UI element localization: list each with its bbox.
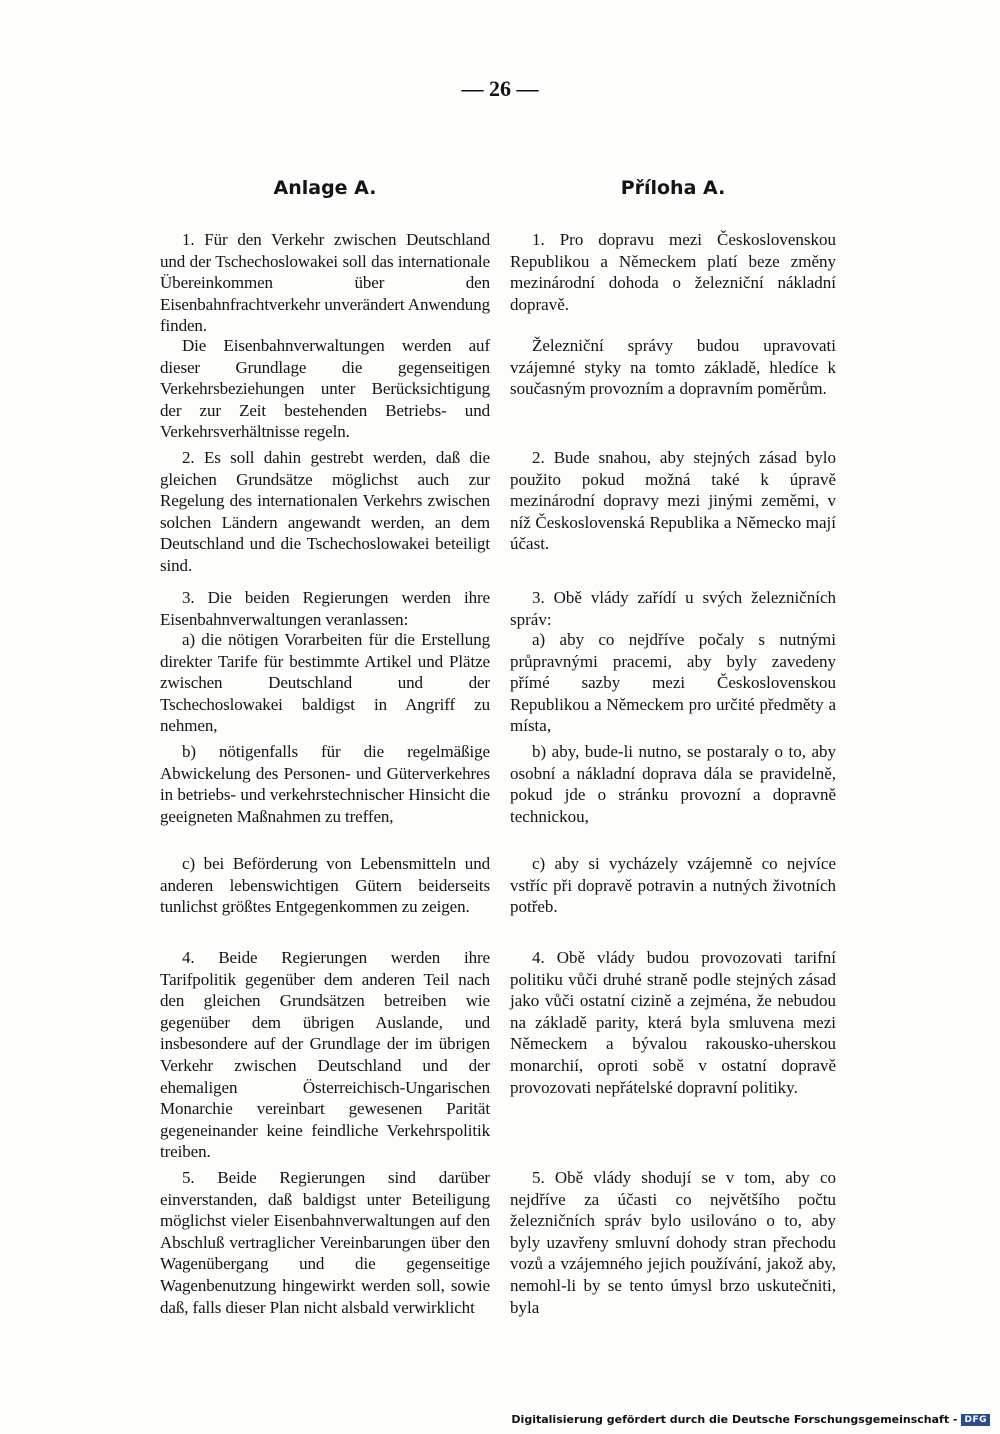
german-paragraph-5: 5. Beide Regierungen sind darüber einverstanden, daß baldigst unter Beteiligung möglichst vieler Eisenbahnverwaltungen auf den Abschluß vertraglicher Vereinbarungen über den Wagenübergang und die gegenseitige Wagenbenutzung hingewirkt werden soll, sowie daß, falls dieser Plan nicht alsbald verwirklicht [160,1168,490,1317]
czech-paragraph-5: 5. Obě vlády shodují se v tom, aby co nejdříve za účasti co největšího počtu železničních správ bylo usilováno o to, aby byly uzavřeny smluvní dohody stran přechodu vozů a vzájemného jejich používání, jakož aby, nemohl-li by se tento úmysl brzo uskutečniti, byla [510,1168,836,1317]
czech-paragraph-3c: c) aby si vycházely vzájemně co nejvíce vstříc při dopravě potravin a nutných životních potřeb. [510,854,836,917]
czech-heading: Příloha A. [620,177,726,199]
czech-paragraph-3b: b) aby, bude-li nutno, se postaraly o to, aby osobní a nákladní doprava dála se pravidelně, pokud jde o stránku provozní a dopravně technickou, [510,742,836,826]
german-paragraph-3b: b) nötigenfalls für die regelmäßige Abwickelung des Personen- und Güterverkehres in betriebs- und verkehrstechnischer Hinsicht die geeigneten Maßnahmen zu treffen, [160,742,490,826]
german-paragraph-1: 1. Für den Verkehr zwischen Deutschland und der Tschechoslowakei soll das internationale Übereinkommen über den Eisenbahnfrachtverkehr unverändert Anwendung finden. [160,230,490,336]
german-heading: Anlage A. [273,177,377,199]
dfg-logo: DFG [961,1414,990,1426]
czech-paragraph-4: 4. Obě vlády budou provozovati tarifní politiku vůči druhé straně podle stejných zásad jako vůči ostatní cizině a zejména, že nebudou na základě parity, která byla smluvena mezi Německem a bývalou rakousko-uherskou monarchií, oproti sobě v ostatní dopravě provozovati nepřátelské dopravní politiky. [510,948,836,1097]
german-paragraph-1b: Die Eisenbahnverwaltungen werden auf dieser Grundlage die gegenseitigen Verkehrsbeziehungen unter Berücksichtigung der zur Zeit bestehenden Betriebs- und Verkehrsverhältnisse regeln. [160,336,490,442]
german-column [160,177,490,1317]
czech-column [510,177,836,1317]
czech-paragraph-2: 2. Bude snahou, aby stejných zásad bylo použito pokud možná také k úpravě mezinárodní dopravy mezi jinými zeměmi, v níž Československá Republika a Německo mají účast. [510,448,836,554]
czech-paragraph-1b: Železniční správy budou upravovati vzájemné styky na tomto základě, hledíce k současným provozním a dopravním poměrům. [510,336,836,399]
german-paragraph-4: 4. Beide Regierungen werden ihre Tarifpolitik gegenüber dem anderen Teil nach den gleichen Grundsätzen betreiben wie gegenüber dem übrigen Auslande, und insbesondere auf der Grundlage der im übrigen Verkehr zwischen Deutschland und der ehemaligen Österreichisch-Ungarischen Monarchie vereinbart gewesenen Parität gegeneinander keine feindliche Verkehrspolitik treiben. [160,948,490,1162]
digitization-footer [511,1413,990,1426]
czech-paragraph-3: 3. Obě vlády zařídí u svých železničních správ: [510,588,836,629]
page-number: — 26 — [461,76,539,101]
german-paragraph-3a: a) die nötigen Vorarbeiten für die Erstellung direkter Tarife für bestimmte Artikel und Plätze zwischen Deutschland und der Tschechoslowakei baldigst in Angriff zu nehmen, [160,630,490,736]
czech-paragraph-3a: a) aby co nejdříve počaly s nutnými průpravnými pracemi, aby byly zavedeny přímé sazby mezi Československou Republikou a Německem pro určité předměty a místa, [510,630,836,736]
czech-paragraph-1: 1. Pro dopravu mezi Československou Republikou a Německem platí beze změny mezinárodní dohoda o železniční nákladní dopravě. [510,230,836,314]
german-paragraph-3: 3. Die beiden Regierungen werden ihre Eisenbahnverwaltungen veranlassen: [160,588,490,629]
german-paragraph-2: 2. Es soll dahin gestrebt werden, daß die gleichen Grundsätze möglichst auch zur Regelung des internationalen Verkehrs zwischen solchen Ländern angewandt werden, an dem Deutschland und die Tschechoslowakei beteiligt sind. [160,448,490,575]
german-paragraph-3c: c) bei Beförderung von Lebensmitteln und anderen lebenswichtigen Gütern beiderseits tunlichst größtes Entgegenkommen zu zeigen. [160,854,490,917]
footer-text: Digitalisierung gefördert durch die Deutsche Forschungsgemeinschaft - [511,1413,958,1426]
